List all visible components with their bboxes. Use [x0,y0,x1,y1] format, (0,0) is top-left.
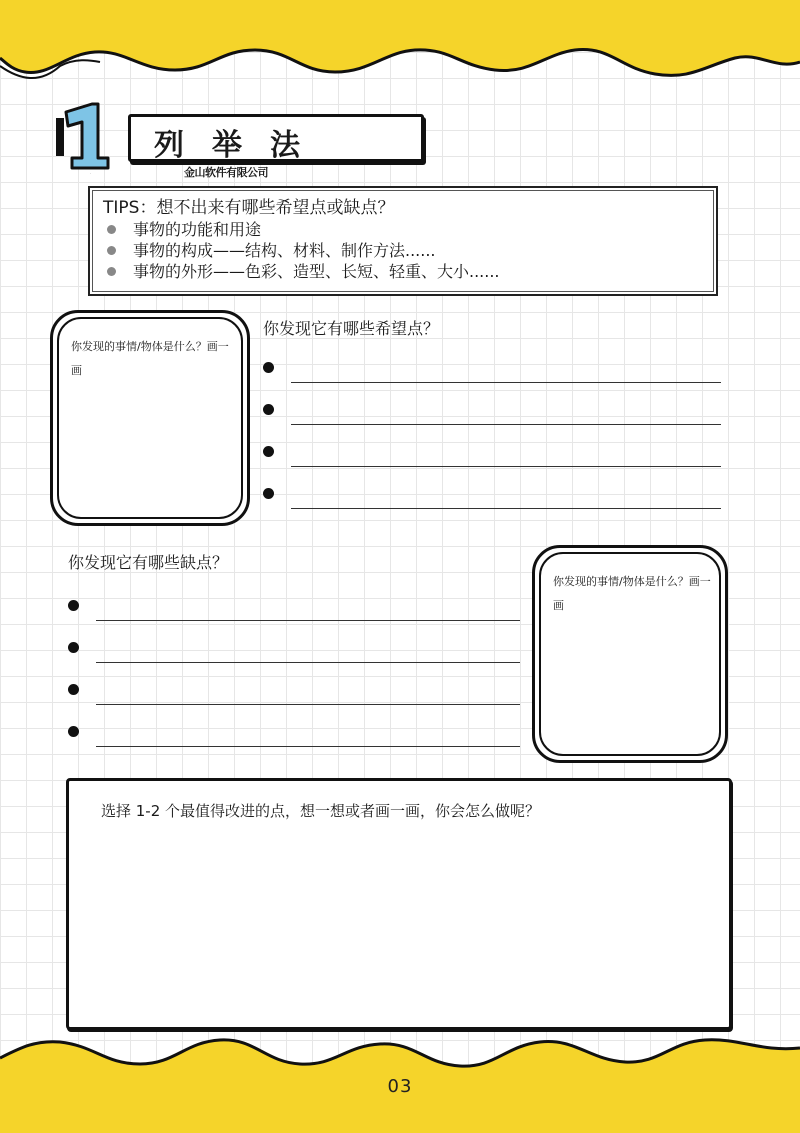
answer-line[interactable] [263,474,721,516]
bullet-icon [107,246,116,255]
answer-rule [96,620,520,621]
hope-points-lines [263,348,721,516]
tips-item-text: 事物的外形——色彩、造型、长短、轻重、大小...... [133,262,500,281]
tips-item [103,261,703,282]
hope-points-section [263,318,721,516]
bullet-icon [68,726,79,737]
answer-line[interactable] [68,628,520,670]
answer-line[interactable] [68,712,520,754]
bullet-icon [107,225,116,234]
drawing-box-top[interactable] [50,310,250,526]
bullet-icon [68,684,79,695]
bullet-icon [263,488,274,499]
number-badge-text: 1 [90,174,91,175]
tips-list [103,219,703,282]
answer-rule [291,424,721,425]
tips-title: TIPS：想不出来有哪些希望点或缺点？ [103,198,395,218]
answer-rule [96,662,520,663]
flaw-points-lines [68,586,520,754]
page-number: 03 [387,1076,413,1097]
drawing-box-bottom[interactable] [532,545,728,763]
bullet-icon [68,642,79,653]
answer-rule [96,746,520,747]
answer-line[interactable] [263,390,721,432]
answer-line[interactable] [68,586,520,628]
answer-line[interactable] [68,670,520,712]
company-subtitle: 金山软件有限公司 [184,167,268,179]
improvement-prompt: 选择 1-2 个最值得改进的点，想一想或者画一画，你会怎么做呢？ [101,802,541,820]
drawing-box-prompt: 你发现的事情/物体是什么？画一画 [553,575,711,612]
bullet-icon [263,362,274,373]
answer-line[interactable] [263,432,721,474]
hope-points-question: 你发现它有哪些希望点？ [263,319,440,338]
bullet-icon [107,267,116,276]
bullet-icon [263,404,274,415]
answer-line[interactable] [263,348,721,390]
answer-rule [291,382,721,383]
answer-rule [291,466,721,467]
flaw-points-section [68,552,520,754]
drawing-box-prompt: 你发现的事情/物体是什么？画一画 [71,340,229,377]
top-yellow-wave [0,0,800,100]
tips-item [103,219,703,240]
tips-item-text: 事物的功能和用途 [133,220,262,239]
improvement-box[interactable] [66,778,732,1030]
tips-box [88,186,718,296]
answer-rule [96,704,520,705]
number-badge [50,96,130,176]
page-title: 列举法 [154,128,328,163]
flaw-points-question: 你发现它有哪些缺点？ [68,553,229,572]
tips-item-text: 事物的构成——结构、材料、制作方法...... [133,241,436,260]
bullet-icon [263,446,274,457]
answer-rule [291,508,721,509]
tips-item [103,240,703,261]
bullet-icon [68,600,79,611]
